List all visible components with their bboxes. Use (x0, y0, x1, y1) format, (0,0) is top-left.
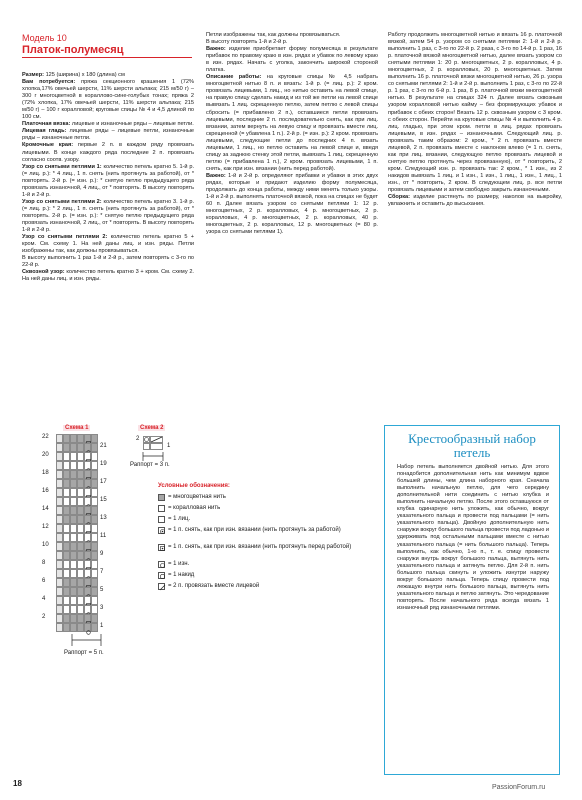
schema-1-cell (84, 434, 91, 443)
schema-1-cell (70, 614, 77, 623)
schema-1-cell (56, 443, 63, 452)
legend-item-label: = 2 п. провязать вместе лицевой (168, 583, 260, 589)
schema-1-cell (84, 497, 91, 506)
legend-symbol-icon (158, 516, 165, 523)
schema-1-cell (56, 506, 63, 515)
schema-1-cell (84, 443, 91, 452)
schema-1-repeat: Раппорт = 5 п. (64, 650, 104, 656)
legend-title: Условные обозначения: (158, 483, 230, 489)
schema-1-cell (63, 515, 70, 524)
schema-1-cell (77, 623, 84, 632)
paragraph-heading: Лицевая гладь: (22, 128, 67, 135)
schema-1-cell (56, 578, 63, 587)
schema-2-row-right: 1 (167, 443, 171, 449)
schema-1-cell (63, 488, 70, 497)
text-column-2 (206, 32, 378, 236)
schema-1-cell (91, 443, 98, 452)
legend-item-label: = 1 изн. (168, 561, 190, 567)
schema-1-row-number: 6 (42, 578, 46, 584)
schema-1-cell (91, 578, 98, 587)
schema-1-cell (91, 596, 98, 605)
schema-1-cell (70, 470, 77, 479)
schema-1-cell (84, 461, 91, 470)
schema-1-row-number: 20 (42, 452, 49, 458)
schema-1-cell (77, 506, 84, 515)
paragraph-heading: Узор со снятыми петлями 1: (22, 163, 102, 170)
schema-1-cell (91, 533, 98, 542)
schema-1-row-number: 3 (100, 605, 104, 611)
schema-2-repeat: Раппорт = 3 п. (130, 462, 170, 468)
paragraph-text: количество петель кратно 3. 1-й р. (= лиц. р.): * 2 лиц., 1 п. снять (нить протянуть за работой), от * повторять. 2-й р. (= изн. р.): * снятую петлю предыдущего ряда провязать изнаночной, 2 лиц., от * повторять. В высоту повторять 1-й и 2-й р. (22, 198, 194, 234)
paragraph-text: количество петель кратно 5. 1-й р. (= лиц. р.): * 4 лиц., 1 п. снять (нить протянуть за работой), от * повторять. 2-й р. (= изн. р.): * снятую петлю предыдущего ряда провязать изнаночной, 4 лиц., от * повторять. В высоту повторять 1-й и 2-й р. (22, 163, 194, 198)
schema-1-cell (63, 623, 70, 632)
schema-1-row-number: 2 (42, 614, 46, 620)
schema-1-cell (84, 560, 91, 569)
schema-1-cell (77, 596, 84, 605)
schema-1-cell (77, 551, 84, 560)
schema-1-cell (70, 497, 77, 506)
schema-1-cell (91, 560, 98, 569)
schema-1-grid (42, 434, 107, 632)
schema-1-cell (63, 524, 70, 533)
schema-1-cell (56, 497, 63, 506)
footer-site: PassionForum.ru (492, 784, 546, 791)
schema-1-row-number: 22 (42, 434, 49, 440)
paragraph-heading: Важно: (206, 46, 226, 53)
legend-item-label: = многоцветная нить (168, 494, 226, 500)
legend-item (158, 516, 358, 523)
schema-1-cell (77, 614, 84, 623)
col1-paragraph (22, 164, 194, 199)
schema-1-cell (56, 479, 63, 488)
schema-1-cell (56, 551, 63, 560)
schema-1-cell (77, 461, 84, 470)
schema-1-cell (56, 470, 63, 479)
schema-1-cell (63, 533, 70, 542)
schema-1-cell (84, 488, 91, 497)
col1-paragraph (22, 128, 194, 142)
schema-1-cell (84, 578, 91, 587)
schema-1-cell (84, 614, 91, 623)
schema-1-cell (63, 560, 70, 569)
paragraph-heading: Узор со снятыми петлями 2: (22, 234, 108, 241)
schema-1-cell (70, 434, 77, 443)
schema-1-cell (56, 569, 63, 578)
legend-item (158, 505, 358, 512)
schema-1-cell (91, 623, 98, 632)
schema-1-cell (70, 524, 77, 533)
schema-1-row-number: 5 (100, 587, 104, 593)
col1-paragraph (22, 79, 194, 121)
schema-1-cell (70, 488, 77, 497)
col2-paragraph (206, 39, 378, 46)
schema-1-cell (91, 434, 98, 443)
legend-item-label: = 1 п. снять, как при изн. вязании (нить протянуть перед работой) (168, 544, 352, 550)
schema-1-cell (77, 488, 84, 497)
schema-1-cell (70, 533, 77, 542)
schema-1-cell (70, 479, 77, 488)
legend-item-label: = 1 накид (168, 572, 195, 578)
col2-paragraph (206, 32, 378, 39)
schema-1-cell (84, 506, 91, 515)
schema-1-row-number: 10 (42, 542, 49, 548)
legend-symbol-icon (158, 494, 165, 501)
schema-1-cell (84, 524, 91, 533)
legend-item-label: = 1 лиц. (168, 516, 191, 522)
paragraph-text: Работу продолжить многоцветной нитью и вязать 16 р. платочной вязкой, затем 54 р. узором со снятыми петлями 2: 1-й и 2-й р. выполнить 1 раз, с 3-го по 22-й р. 2 раза, с 3-го по 14-й р. 1 раз, 16 р. платочной вязкой многоцветной нитью, далее вязать узором со снятыми петлями 1: 20 р. многоцветных, 2 р. коралловых, 4 р. многоцветных, 2 р. коралловых, 20 р. многоцветных. Затем выполнить 16 р. платочной вязки многоцветной нитью, 26 р. узора со снятыми петлями 2: 1-й и 2-й р. выполнить 1 раз, с 3-го по 22-й р. 1 раз, с 3-го по 6-й р. 1 раз, 8 р. платочной вязки многоцветной нитью. В результате на спицах 324 п. Далее вязать сквозным узором коралловой нитью кайму – без формирующих убавок и прибавок с обеих сторон! Вязать 12 р. сквозным узором с 3 кром. с обеих сторон. Перейти на круговые спицы № 4 и выполнить 4 р. лиц. гладью, при этом кром. петли в лиц. рядах провязать лицевыми, в изн. рядах – изнаночными. Следующий лиц. р. провязать таким образом: 2 кром., * 2 п. провязать вместе лицевой, 2 п. провязать вместе с наклоном влево (= 1 п. снять, как при лиц. вязании, следующую петлю провязать лицевой и снятую петлю протянуть через провязанную), от * повторить, 2 кром. Следующий изн. р. провязать так: 2 кром., * 1 изн., из 2 накидов вывязать 1 лиц. и 1 изн., 1 изн., 1 лиц., 1 изн., 1 лиц., 1 изн., от * повторить, 2 кром. В следующем лиц. р. все петли провязать лицевыми и затем свободно закрыть изнаночными. (388, 32, 562, 194)
paragraph-heading: Сборка: (388, 194, 411, 201)
schema-1-cell (84, 587, 91, 596)
paragraph-text: изделие растянуть по размеру, наколов на выкройку, увлажнить и оставить до высыхания. (388, 194, 562, 208)
schema-1-cell (70, 578, 77, 587)
legend-item-label: = коралловая нить (168, 505, 221, 511)
legend-item-label: = 1 п. снять, как при изн. вязании (нить протянуть за работой) (168, 527, 341, 533)
schema-2-row-left: 2 (136, 436, 140, 442)
schema-1-cell (70, 551, 77, 560)
paragraph-heading: Платочная вязка: (22, 121, 71, 128)
text-column-3 (388, 32, 562, 208)
schema-1-cell (56, 605, 63, 614)
col1-paragraph (22, 269, 194, 283)
schema-1-cell (84, 605, 91, 614)
schema-1-row-number: 17 (100, 479, 107, 485)
model-label: Модель 10 (22, 33, 67, 43)
schema-1-cell (84, 533, 91, 542)
schema-1-cell (77, 452, 84, 461)
schema-1-label: Схема 1 (65, 425, 89, 431)
schema-1-row-number: 21 (100, 443, 107, 449)
paragraph-text: В высоту выполнить 1 раз 1-й и 2-й р., затем повторять с 3-го по 22-й р. (22, 255, 194, 269)
schema-1-cell (77, 542, 84, 551)
schema-1-row-number: 9 (100, 551, 104, 557)
schema-1-row-number: 13 (100, 515, 107, 521)
schema-1-row-number: 7 (100, 569, 104, 575)
schema-1-row-number: 11 (100, 533, 107, 539)
page-number: 18 (13, 779, 22, 788)
schema-1-row-number: 8 (42, 560, 46, 566)
schema-1-cell (70, 596, 77, 605)
legend-item (158, 494, 358, 501)
col3-paragraph (388, 32, 562, 194)
schema-1-cell (91, 551, 98, 560)
col1-paragraph (22, 199, 194, 234)
schema-1-cell (91, 515, 98, 524)
schema-1-cell (70, 443, 77, 452)
schema-1-cell (84, 452, 91, 461)
schema-1-cell (56, 623, 63, 632)
schema-1-row-number: 1 (100, 623, 104, 629)
schema-1-cell (56, 587, 63, 596)
schema-1-cell (63, 434, 70, 443)
schema-1-repeat-marker (46, 632, 106, 648)
schema-1-row-number: 14 (42, 506, 49, 512)
paragraph-text: количество петель кратно 3 + кром. См. схему 2. На ней даны лиц. и изн. ряды. (22, 269, 194, 283)
paragraph-heading: Кромочные края: (22, 142, 74, 149)
schema-1-cell (63, 587, 70, 596)
schema-1-cell (84, 569, 91, 578)
schema-1-cell (70, 461, 77, 470)
legend-symbol-icon (158, 572, 165, 579)
schema-1-cell (63, 461, 70, 470)
paragraph-text: лицевые и изнаночные ряды – лицевые петли. (70, 121, 194, 128)
schema-1-cell (63, 551, 70, 560)
schema-1-cell (63, 578, 70, 587)
legend-symbol-icon (158, 505, 165, 512)
schema-1-cell (91, 542, 98, 551)
legend-symbol-icon (158, 583, 165, 590)
schema-1-cell (77, 434, 84, 443)
schema-1-row-number: 19 (100, 461, 107, 467)
sidebox-title: Крестообразный набор петель (408, 431, 536, 460)
schema-1-cell (91, 461, 98, 470)
schema-1-cell (63, 443, 70, 452)
schema-1-cell (63, 497, 70, 506)
title-rule (22, 57, 192, 58)
paragraph-text: изделие приобретает форму полумесяца в результате прибавок по правому краю в изн. рядах и убавок по левому краю в изн. рядах. Начать с уголка, закончить широкой стороной платка. (206, 46, 378, 74)
schema-1-cell (84, 515, 91, 524)
paragraph-text: на круговые спицы № 4,5 набрать многоцветной нитью 8 п. и вязать: 1-й р. (= лиц. р.): 2 кром. провязать лицевыми, 1 лиц., но нитью оставить на левой спице, на правую спицу сделать накид и из той же петли на левой спице вывязать 1 лиц. скрещенную петлю, затем петлю с левой спицы сбросить (= прибавлено 2 п.), оставшиеся петли провязать лицевыми, последние 2 п. последовательно снять, как при лиц. вязании, затем вернуть на левую спицу и провязать вместе лиц. скрещенной (= убавлена 1 п.). 2-й р. (= изн. р.): 2 кром. провязать лицевыми, следующие петли до последних 4 п. вязать лицевыми, 1 лиц., но петлю оставить на левой спице и, введя спицу за заднюю стенку этой петли, вывязать 1 лиц. скрещенную петлю (= прибавлена 1 п.), 2 кром. провязать лицевыми, 1 п. снять, как при изн. вязании (нить перед работой). (206, 74, 378, 172)
legend-symbol-icon (158, 527, 165, 534)
schema-1-cell (77, 587, 84, 596)
schema-1-cell (56, 533, 63, 542)
schema-1-cell (70, 560, 77, 569)
schema-1-cell (91, 497, 98, 506)
schema-1-cell (91, 488, 98, 497)
sidebox-text: Набор петель выполняется двойной нитью. Для этого понадобится дополнительная нить как минимум вдвое большей длины, чем длина наборного края. Сначала выполнить начальную петлю, для чего середину дополнительной нити соединить с нитью клубка и выполнить начальную петлю. После этого оставшуюся от клубка одинарную нить уложить, как обычно, вокруг указательного пальца и провести под пальцами (= нить указательного пальца). Двойную дополнительную нить снаружи вокруг большого пальца провести под ладонью и удерживать под остальными пальцами вместе с нитью указательного пальца (= нить большого пальца). Теперь выполнить, как обычно, 1-ю п., т. е. спицу провести снаружи внутрь вокруг большого пальца, вытянуть нить указательного пальца и затянуть петлю. Для 2-й п. нить большого пальца скинуть и уложить изнутри наружу вокруг большого пальца. Теперь спицу провести под лежащую внутри нить большого пальца, вытянуть нить указательного пальца и петлю затянуть. Это чередование повторять. После начального ряда всегда вязать 1 изнаночный ряд изнаночными петлями. (397, 464, 549, 611)
schema-1-cell (63, 605, 70, 614)
paragraph-heading: Сквозной узор: (22, 269, 65, 276)
paragraph-text: 1-й и 2-й р. определяют прибавки и убавки в этих двух рядах, которые и придают изделию форму полумесяца, продолжать до конца работы, между ними менять только узоры. 1-й и 2-й р. выполнять платочной вязкой, пока на спицах не будет 60 п. Далее вязать узором со снятыми петлями 1: 12 р. многоцветных, 2 р. коралловых, 4 р. многоцветных, 2 р. коралловых, 4 р. многоцветных, 2 р. коралловых, 40 р. многоцветных, 2 р. коралловых, 12 р. многоцветных (= 80 р. узора со снятыми петлями 1). (206, 172, 378, 236)
schema-1-cell (77, 578, 84, 587)
schema-1-cell (56, 560, 63, 569)
paragraph-text: 125 (ширина) х 180 (длина) см (44, 72, 125, 78)
col1-paragraph (22, 255, 194, 269)
schema-1-cell (77, 533, 84, 542)
paragraph-heading: Размер: (22, 72, 45, 78)
col2-paragraph (206, 173, 378, 236)
schema-1-cell (56, 542, 63, 551)
paragraph-text: количество петель кратно 5 + кром. См. схему 1. На ней даны лиц. и изн. ряды. Петли изображены так, как должны провязываться. (22, 234, 194, 255)
schema-1-cell (84, 542, 91, 551)
page-title: Платок-полумесяц (22, 44, 124, 56)
legend-symbol-icon (158, 544, 165, 551)
schema-1-cell (63, 596, 70, 605)
schema-1-cell (70, 506, 77, 515)
schema-1-cell (70, 542, 77, 551)
schema-1-cell (63, 479, 70, 488)
schema-1-cell (63, 614, 70, 623)
schema-1-cell (84, 470, 91, 479)
col1-paragraph (22, 234, 194, 255)
schema-1-cell (84, 479, 91, 488)
legend-item (158, 527, 358, 534)
schema-1-cell (56, 515, 63, 524)
schema-1-cell (77, 497, 84, 506)
schema-1-cell (77, 479, 84, 488)
schema-1-cell (77, 470, 84, 479)
schema-1-cell (77, 569, 84, 578)
schema-1-cell (70, 452, 77, 461)
schema-1-cell (63, 542, 70, 551)
schema-1-cell (84, 596, 91, 605)
schema-1-cell (56, 452, 63, 461)
legend-item (158, 572, 358, 579)
legend-item (158, 544, 358, 551)
text-column-1 (22, 72, 194, 283)
legend-item (158, 583, 358, 590)
paragraph-text: первые 2 п. в каждом ряду провязать лицевыми. В конце каждого ряда последние 2 п. провязать согласно соотв. узору. (22, 142, 194, 163)
paragraph-heading: Узор со снятыми петлями 2: (22, 198, 102, 205)
schema-1-cell (77, 443, 84, 452)
schema-1-cell (91, 587, 98, 596)
schema-1-cell (56, 434, 63, 443)
schema-1-cell (84, 623, 91, 632)
legend (158, 494, 358, 624)
col1-paragraph (22, 72, 194, 79)
schema-1-cell (63, 452, 70, 461)
schema-1-cell (63, 569, 70, 578)
schema-1-cell (77, 605, 84, 614)
schema-1-row-number: 4 (42, 596, 46, 602)
schema-1-cell (91, 506, 98, 515)
schema-1-cell (77, 560, 84, 569)
schema-1-cell (91, 479, 98, 488)
schema-1-cell (56, 596, 63, 605)
schema-1-cell (70, 587, 77, 596)
paragraph-heading: Описание работы: (206, 74, 262, 81)
col2-paragraph (206, 46, 378, 74)
paragraph-heading: Важно: (206, 172, 226, 179)
schema-1-cell (91, 614, 98, 623)
schema-1-cell (70, 515, 77, 524)
schema-1-cell (56, 614, 63, 623)
schema-1-cell (63, 506, 70, 515)
schema-1-cell (77, 515, 84, 524)
schema-1-cell (91, 470, 98, 479)
schema-1-row-number: 16 (42, 488, 49, 494)
schema-1-cell (91, 569, 98, 578)
schema-1-cell (91, 452, 98, 461)
paragraph-heading: Вам потребуется: (22, 79, 76, 86)
schema-1-cell (77, 524, 84, 533)
schema-1-cell (70, 623, 77, 632)
paragraph-text: Петли изображены так, как должны провязываться. (206, 32, 341, 38)
schema-1-cell (56, 524, 63, 533)
col1-paragraph (22, 121, 194, 128)
schema-1-cell (91, 524, 98, 533)
schema-1-cell (63, 470, 70, 479)
schema-1-cell (70, 605, 77, 614)
col3-paragraph (388, 194, 562, 208)
schema-1-cell (56, 461, 63, 470)
col2-paragraph (206, 74, 378, 173)
schema-1-row-number: 15 (100, 497, 107, 503)
schema-1-cell (56, 488, 63, 497)
schema-1-cell (91, 605, 98, 614)
legend-item (158, 561, 358, 568)
legend-symbol-icon (158, 561, 165, 568)
paragraph-text: пряжа секционного крашения 1 (72% хлопка,17% овечьей шерсти, 11% шерсти альпака; 215 м/50 г) – 300 г многоцветной в кораллово-сине-голубых тонах; пряжа 2 (72% хлопка, 17% овечьей шерсти, 11% шерсти альпака; 215 м/50 г) – 100 г коралловой; круговые спицы № 4 и 4,5 длиной по 100 см. (22, 79, 194, 121)
paragraph-text: лицевые ряды – лицевые петли, изнаночные ряды – изнаночные петли. (22, 128, 194, 142)
schema-1-cell (70, 569, 77, 578)
schema-2-grid (143, 436, 163, 450)
col1-paragraph (22, 142, 194, 163)
schema-1-row-number: 12 (42, 524, 49, 530)
schema-2-label: Схема 2 (140, 425, 164, 431)
schema-1-cell (84, 551, 91, 560)
paragraph-text: В высоту повторять 1-й и 2-й р. (206, 39, 288, 46)
schema-1-row-number: 18 (42, 470, 49, 476)
